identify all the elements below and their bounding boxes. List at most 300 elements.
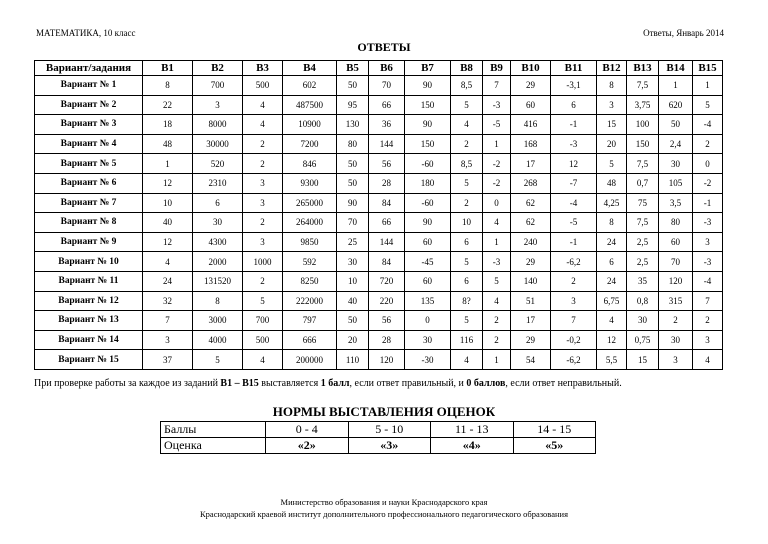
answer-cell: 6	[451, 271, 483, 291]
answer-cell: 135	[405, 291, 451, 311]
column-header-b13: B13	[627, 61, 659, 76]
answer-cell: 8	[597, 76, 627, 96]
row-label: Вариант № 8	[35, 213, 143, 233]
answer-cell: 35	[627, 271, 659, 291]
answer-cell: -2	[483, 173, 511, 193]
answer-cell: 4	[483, 213, 511, 233]
table-row	[35, 76, 723, 96]
answer-cell: 2	[243, 213, 283, 233]
row-label: Вариант № 11	[35, 271, 143, 291]
answers-header-row	[35, 61, 723, 76]
table-row	[35, 330, 723, 350]
table-row	[35, 311, 723, 331]
row-label: Вариант № 5	[35, 154, 143, 174]
table-row	[35, 232, 723, 252]
answer-cell: 36	[369, 115, 405, 135]
answer-cell: 1	[659, 76, 693, 96]
answer-cell: 2,5	[627, 232, 659, 252]
answer-cell: 18	[143, 115, 193, 135]
answer-cell: 9850	[283, 232, 337, 252]
row-label: Вариант № 14	[35, 330, 143, 350]
answer-cell: 720	[369, 271, 405, 291]
answer-cell: 70	[337, 213, 369, 233]
answer-cell: 3	[193, 95, 243, 115]
answer-cell: 66	[369, 213, 405, 233]
answer-cell: -1	[551, 232, 597, 252]
answer-cell: 3	[243, 173, 283, 193]
norms-score-label: Баллы	[161, 422, 266, 438]
answer-cell: 10900	[283, 115, 337, 135]
answer-cell: 4	[483, 291, 511, 311]
answer-cell: 30	[405, 330, 451, 350]
row-label: Вариант № 10	[35, 252, 143, 272]
answer-cell: 12	[143, 173, 193, 193]
answer-cell: 4300	[193, 232, 243, 252]
answer-cell: -6,2	[551, 350, 597, 370]
answer-cell: -4	[693, 271, 723, 291]
answer-cell: 30	[193, 213, 243, 233]
answer-cell: 4	[451, 115, 483, 135]
answer-cell: 6	[551, 95, 597, 115]
answer-cell: 24	[597, 271, 627, 291]
answer-cell: 7,5	[627, 154, 659, 174]
answer-cell: -60	[405, 154, 451, 174]
answer-cell: 180	[405, 173, 451, 193]
answer-cell: 220	[369, 291, 405, 311]
answer-cell: 30000	[193, 134, 243, 154]
answer-cell: 110	[337, 350, 369, 370]
answer-cell: 28	[369, 173, 405, 193]
answer-cell: 8	[597, 213, 627, 233]
answer-cell: 7	[143, 311, 193, 331]
answer-cell: -1	[551, 115, 597, 135]
answer-cell: 100	[627, 115, 659, 135]
table-row	[35, 193, 723, 213]
answer-cell: -3	[483, 95, 511, 115]
table-row	[35, 154, 723, 174]
column-header-b11: B11	[551, 61, 597, 76]
answer-cell: 6	[451, 232, 483, 252]
answer-cell: 3	[659, 350, 693, 370]
norms-score-cell: 0 - 4	[266, 422, 349, 438]
answer-cell: 5	[451, 173, 483, 193]
rule-middle2: , если ответ правильный, и	[349, 378, 467, 389]
answer-cell: 3	[693, 330, 723, 350]
answer-cell: 90	[405, 213, 451, 233]
answer-cell: 10	[143, 193, 193, 213]
answer-cell: -0,2	[551, 330, 597, 350]
answer-cell: 264000	[283, 213, 337, 233]
answer-cell: 12	[597, 330, 627, 350]
answer-cell: 2000	[193, 252, 243, 272]
answer-cell: 7	[483, 76, 511, 96]
answer-cell: 37	[143, 350, 193, 370]
row-label: Вариант № 9	[35, 232, 143, 252]
answer-cell: 1	[143, 154, 193, 174]
column-header-b14: B14	[659, 61, 693, 76]
answer-cell: 240	[511, 232, 551, 252]
header-subject: МАТЕМАТИКА, 10 класс	[36, 28, 136, 38]
answer-cell: 2	[451, 193, 483, 213]
answer-cell: -1	[693, 193, 723, 213]
column-header-b4: B4	[283, 61, 337, 76]
answer-cell: 62	[511, 213, 551, 233]
answer-cell: -3	[693, 213, 723, 233]
answer-cell: 3	[243, 193, 283, 213]
answer-cell: 20	[337, 330, 369, 350]
answer-cell: -3,1	[551, 76, 597, 96]
norms-table	[160, 421, 596, 454]
answer-cell: 5	[451, 311, 483, 331]
answer-cell: 1	[483, 232, 511, 252]
answer-cell: 75	[627, 193, 659, 213]
rule-one-point: 1 балл	[320, 378, 350, 389]
answer-cell: 150	[405, 95, 451, 115]
answer-cell: 120	[369, 350, 405, 370]
column-header-variant: Вариант/задания	[35, 61, 143, 76]
answer-cell: 50	[659, 115, 693, 135]
column-header-b1: B1	[143, 61, 193, 76]
answer-cell: 54	[511, 350, 551, 370]
answer-cell: 7,5	[627, 76, 659, 96]
answer-cell: 5	[693, 95, 723, 115]
answer-cell: 700	[243, 311, 283, 331]
answer-cell: 50	[337, 154, 369, 174]
answer-cell: 2	[693, 134, 723, 154]
answer-cell: 5	[243, 291, 283, 311]
answer-cell: 0,75	[627, 330, 659, 350]
answer-cell: 48	[143, 134, 193, 154]
answer-cell: 48	[597, 173, 627, 193]
answer-cell: 0,8	[627, 291, 659, 311]
answer-cell: 222000	[283, 291, 337, 311]
answer-cell: 2	[451, 134, 483, 154]
answer-cell: 90	[337, 193, 369, 213]
answer-cell: 3	[597, 95, 627, 115]
answer-cell: 416	[511, 115, 551, 135]
answer-cell: 40	[143, 213, 193, 233]
answer-cell: 60	[659, 232, 693, 252]
norms-grade-row	[161, 438, 596, 454]
answer-cell: 6,75	[597, 291, 627, 311]
answer-cell: 150	[627, 134, 659, 154]
answer-cell: 80	[337, 134, 369, 154]
answer-cell: 50	[337, 173, 369, 193]
answers-table	[34, 60, 723, 370]
answer-cell: 200000	[283, 350, 337, 370]
answer-cell: 8000	[193, 115, 243, 135]
norms-grade-label: Оценка	[161, 438, 266, 454]
answer-cell: 3	[143, 330, 193, 350]
answer-cell: 32	[143, 291, 193, 311]
column-header-b5: B5	[337, 61, 369, 76]
table-row	[35, 252, 723, 272]
answer-cell: 60	[405, 232, 451, 252]
answer-cell: 84	[369, 193, 405, 213]
answer-cell: 10	[451, 213, 483, 233]
answer-cell: 797	[283, 311, 337, 331]
answer-cell: 666	[283, 330, 337, 350]
answer-cell: 84	[369, 252, 405, 272]
answer-cell: 140	[511, 271, 551, 291]
answer-cell: 80	[659, 213, 693, 233]
answer-cell: 30	[659, 330, 693, 350]
answer-cell: 2	[483, 311, 511, 331]
answer-cell: 4	[243, 115, 283, 135]
row-label: Вариант № 2	[35, 95, 143, 115]
column-header-b3: B3	[243, 61, 283, 76]
answer-cell: 602	[283, 76, 337, 96]
answer-cell: 4,25	[597, 193, 627, 213]
answer-cell: 4	[243, 95, 283, 115]
answer-cell: -4	[693, 115, 723, 135]
answer-cell: 7	[551, 311, 597, 331]
answer-cell: 3,5	[659, 193, 693, 213]
answer-cell: 10	[337, 271, 369, 291]
answer-cell: 2	[243, 134, 283, 154]
table-row	[35, 271, 723, 291]
answer-cell: 30	[337, 252, 369, 272]
answer-cell: 700	[193, 76, 243, 96]
answer-cell: 1	[483, 350, 511, 370]
answer-cell: 24	[597, 232, 627, 252]
answer-cell: 4	[693, 350, 723, 370]
answer-cell: 4	[451, 350, 483, 370]
norms-grade-cell: «5»	[513, 438, 596, 454]
answer-cell: -45	[405, 252, 451, 272]
row-label: Вариант № 12	[35, 291, 143, 311]
answer-cell: -4	[551, 193, 597, 213]
row-label: Вариант № 6	[35, 173, 143, 193]
answer-cell: -60	[405, 193, 451, 213]
answer-cell: 2	[483, 330, 511, 350]
column-header-b9: B9	[483, 61, 511, 76]
answer-cell: 2,4	[659, 134, 693, 154]
rule-tasks: B1 – B15	[220, 378, 259, 389]
answer-cell: 168	[511, 134, 551, 154]
answer-cell: 56	[369, 154, 405, 174]
table-row	[35, 291, 723, 311]
column-header-b2: B2	[193, 61, 243, 76]
rule-zero-points: 0 баллов	[466, 378, 506, 389]
answer-cell: 12	[551, 154, 597, 174]
answer-cell: 51	[511, 291, 551, 311]
footer-ministry: Министерство образования и науки Краснодарского края	[280, 497, 488, 507]
answer-cell: 2	[243, 271, 283, 291]
answer-cell: 620	[659, 95, 693, 115]
answer-cell: 15	[597, 115, 627, 135]
answer-cell: 4	[597, 311, 627, 331]
answer-cell: 3000	[193, 311, 243, 331]
table-row	[35, 95, 723, 115]
answer-cell: 4	[243, 350, 283, 370]
answer-cell: 60	[511, 95, 551, 115]
answer-cell: 0	[693, 154, 723, 174]
row-label: Вариант № 1	[35, 76, 143, 96]
answer-cell: 17	[511, 154, 551, 174]
answer-cell: 1000	[243, 252, 283, 272]
column-header-b15: B15	[693, 61, 723, 76]
answer-cell: 12	[143, 232, 193, 252]
answer-cell: 150	[405, 134, 451, 154]
norms-score-cell: 5 - 10	[348, 422, 431, 438]
row-label: Вариант № 7	[35, 193, 143, 213]
answer-cell: 3	[243, 232, 283, 252]
answer-cell: 7,5	[627, 213, 659, 233]
answer-cell: 4	[143, 252, 193, 272]
norms-score-cell: 11 - 13	[431, 422, 514, 438]
norms-score-row	[161, 422, 596, 438]
answer-cell: 66	[369, 95, 405, 115]
answer-cell: -2	[693, 173, 723, 193]
answer-cell: -2	[483, 154, 511, 174]
answer-cell: 24	[143, 271, 193, 291]
column-header-b10: B10	[511, 61, 551, 76]
rule-middle: выставляется	[258, 378, 321, 389]
answer-cell: 1	[693, 76, 723, 96]
scoring-rule	[34, 378, 622, 389]
answer-cell: 4000	[193, 330, 243, 350]
answer-cell: 5	[451, 252, 483, 272]
answer-cell: 5	[451, 95, 483, 115]
norms-grade-cell: «2»	[266, 438, 349, 454]
answer-cell: 20	[597, 134, 627, 154]
answer-cell: 5	[193, 350, 243, 370]
answer-cell: 2	[551, 271, 597, 291]
row-label: Вариант № 15	[35, 350, 143, 370]
answer-cell: -6,2	[551, 252, 597, 272]
answer-cell: 315	[659, 291, 693, 311]
column-header-b7: B7	[405, 61, 451, 76]
answer-cell: -5	[551, 213, 597, 233]
answer-cell: 3	[551, 291, 597, 311]
answer-cell: 25	[337, 232, 369, 252]
norms-score-cell: 14 - 15	[513, 422, 596, 438]
answer-cell: 62	[511, 193, 551, 213]
answer-cell: 40	[337, 291, 369, 311]
answer-cell: -5	[483, 115, 511, 135]
table-row	[35, 115, 723, 135]
norms-grade-cell: «3»	[348, 438, 431, 454]
answer-cell: 144	[369, 134, 405, 154]
answer-cell: 131520	[193, 271, 243, 291]
rule-suffix: , если ответ неправильный.	[505, 378, 622, 389]
answer-cell: -3	[483, 252, 511, 272]
answer-cell: 500	[243, 330, 283, 350]
answer-cell: 6	[597, 252, 627, 272]
answer-cell: 6	[193, 193, 243, 213]
answer-cell: 15	[627, 350, 659, 370]
norms-grade-cell: «4»	[431, 438, 514, 454]
answer-cell: 17	[511, 311, 551, 331]
answer-cell: 3	[693, 232, 723, 252]
answer-cell: 105	[659, 173, 693, 193]
footer	[0, 496, 768, 520]
answer-cell: -7	[551, 173, 597, 193]
answer-cell: 29	[511, 252, 551, 272]
answer-cell: 8,5	[451, 154, 483, 174]
column-header-b6: B6	[369, 61, 405, 76]
answer-cell: 487500	[283, 95, 337, 115]
answer-cell: 8,5	[451, 76, 483, 96]
answer-cell: 5,5	[597, 350, 627, 370]
answer-cell: 8?	[451, 291, 483, 311]
answer-cell: 116	[451, 330, 483, 350]
table-row	[35, 213, 723, 233]
answer-cell: 846	[283, 154, 337, 174]
answer-cell: 0	[483, 193, 511, 213]
answer-cell: 5	[597, 154, 627, 174]
column-header-b8: B8	[451, 61, 483, 76]
footer-institute: Краснодарский краевой институт дополнительного профессионального педагогического образования	[200, 509, 568, 519]
answer-cell: 2	[693, 311, 723, 331]
answer-cell: 130	[337, 115, 369, 135]
answer-cell: 8	[143, 76, 193, 96]
header-date: Ответы, Январь 2014	[643, 28, 724, 38]
row-label: Вариант № 4	[35, 134, 143, 154]
answer-cell: 0	[405, 311, 451, 331]
answer-cell: 60	[405, 271, 451, 291]
answer-cell: 2	[659, 311, 693, 331]
answer-cell: 5	[483, 271, 511, 291]
answer-cell: -30	[405, 350, 451, 370]
answer-cell: 7	[693, 291, 723, 311]
answer-cell: 0,7	[627, 173, 659, 193]
answer-cell: 30	[659, 154, 693, 174]
answer-cell: 9300	[283, 173, 337, 193]
answer-cell: 90	[405, 115, 451, 135]
answer-cell: 8250	[283, 271, 337, 291]
rule-prefix: При проверке работы за каждое из заданий	[34, 378, 221, 389]
answer-cell: 120	[659, 271, 693, 291]
answer-cell: 90	[405, 76, 451, 96]
norms-title: НОРМЫ ВЫСТАВЛЕНИЯ ОЦЕНОК	[272, 404, 496, 419]
answer-cell: 22	[143, 95, 193, 115]
answer-cell: 3,75	[627, 95, 659, 115]
answer-cell: 2310	[193, 173, 243, 193]
answer-cell: 500	[243, 76, 283, 96]
answer-cell: 265000	[283, 193, 337, 213]
answer-cell: 29	[511, 76, 551, 96]
answer-cell: 592	[283, 252, 337, 272]
row-label: Вариант № 13	[35, 311, 143, 331]
answer-cell: 56	[369, 311, 405, 331]
answer-cell: 50	[337, 311, 369, 331]
answer-cell: 1	[483, 134, 511, 154]
answer-cell: 29	[511, 330, 551, 350]
answer-cell: 2,5	[627, 252, 659, 272]
answer-cell: -3	[551, 134, 597, 154]
table-row	[35, 173, 723, 193]
answer-cell: 8	[193, 291, 243, 311]
answer-cell: 7200	[283, 134, 337, 154]
answer-cell: 70	[369, 76, 405, 96]
answer-cell: 95	[337, 95, 369, 115]
page-title: ОТВЕТЫ	[357, 40, 411, 54]
answer-cell: 268	[511, 173, 551, 193]
row-label: Вариант № 3	[35, 115, 143, 135]
answer-cell: 50	[337, 76, 369, 96]
answer-cell: 30	[627, 311, 659, 331]
answer-cell: 520	[193, 154, 243, 174]
table-row	[35, 350, 723, 370]
answer-cell: 70	[659, 252, 693, 272]
column-header-b12: B12	[597, 61, 627, 76]
table-row	[35, 134, 723, 154]
answer-cell: 144	[369, 232, 405, 252]
answer-cell: 28	[369, 330, 405, 350]
answer-cell: 2	[243, 154, 283, 174]
